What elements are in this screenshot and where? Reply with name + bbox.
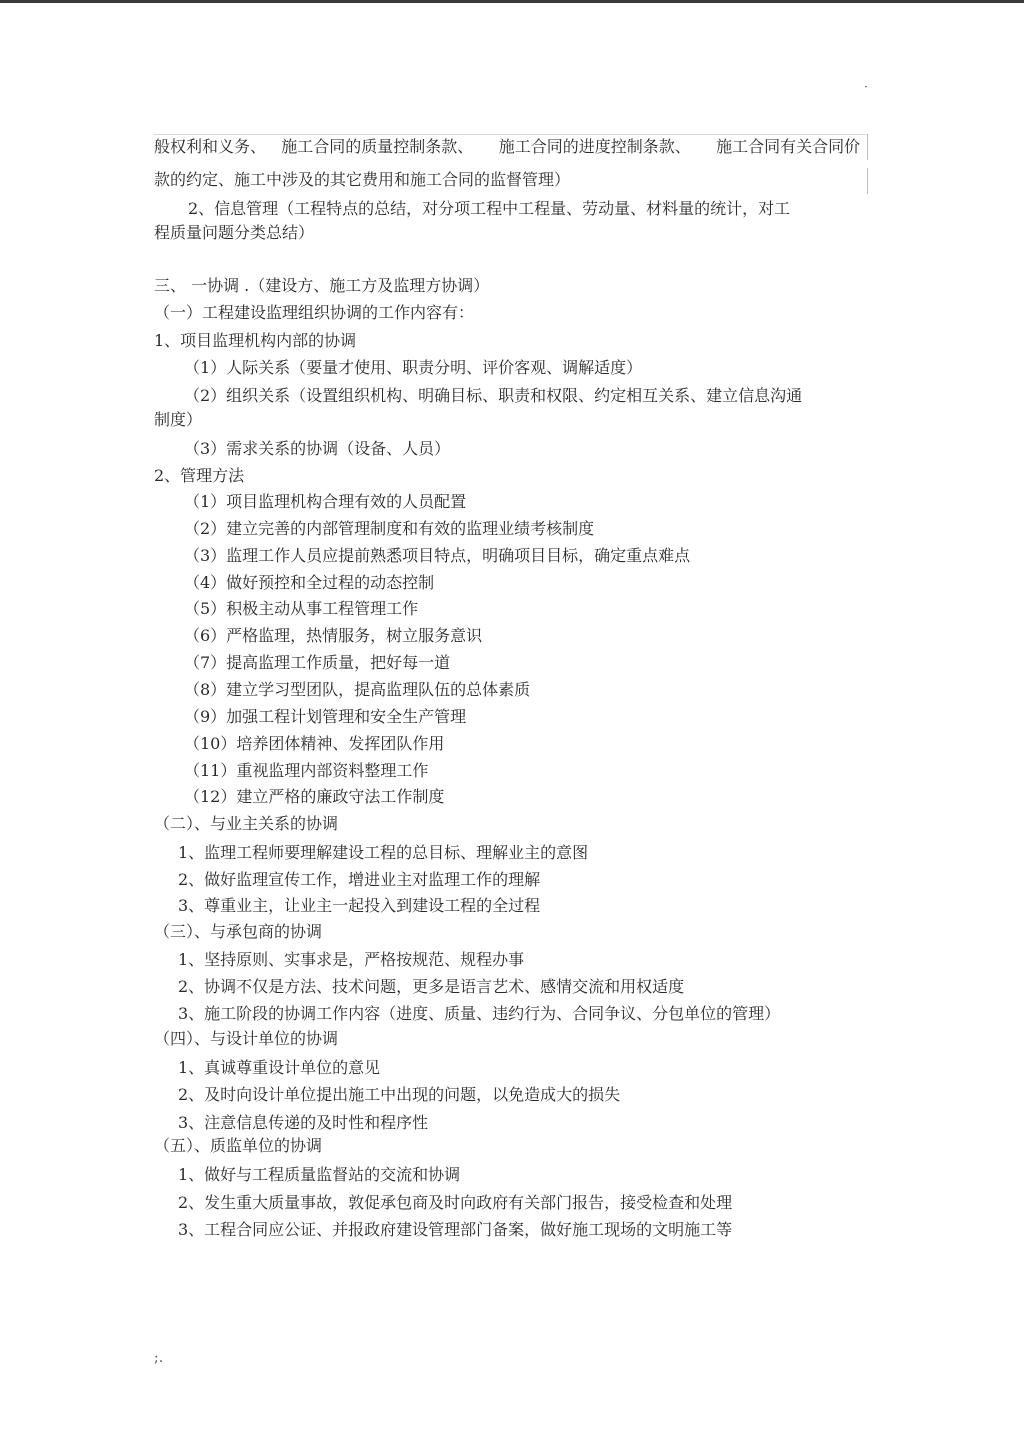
list-item: （8）建立学习型团队，提高监理队伍的总体素质	[184, 680, 531, 699]
subsection-2-title: （二）、与业主关系的协调	[154, 814, 339, 833]
subsection-5-title: （五）、质监单位的协调	[154, 1136, 323, 1155]
list-item: 3、注意信息传递的及时性和程序性	[178, 1113, 429, 1132]
list-item: （4）做好预控和全过程的动态控制	[184, 573, 435, 592]
page-mark-top: ·	[864, 80, 868, 94]
top-border	[0, 0, 1024, 3]
subsection-1-title: （一）工程建设监理组织协调的工作内容有：	[154, 303, 475, 322]
page-mark-bottom: ;.	[154, 1350, 164, 1366]
list-item: （11）重视监理内部资料整理工作	[184, 761, 429, 780]
list-item: 2、做好监理宣传工作，增进业主对监理工作的理解	[178, 870, 541, 889]
list-item: （1）项目监理机构合理有效的人员配置	[184, 492, 467, 511]
list-item: 3、尊重业主，让业主一起投入到建设工程的全过程	[178, 896, 541, 915]
subsection-4-title: （四）、与设计单位的协调	[154, 1029, 339, 1048]
list-item: （9）加强工程计划管理和安全生产管理	[184, 707, 467, 726]
section-3-title: 三、 一协调 .（建设方、施工方及监理方协调）	[154, 276, 490, 295]
list-item: （5）积极主动从事工程管理工作	[184, 599, 419, 618]
list-item: 1、坚持原则、实事求是，严格按规范、规程办事	[178, 950, 525, 969]
list-item: （3）需求关系的协调（设备、人员）	[184, 439, 451, 458]
list-item-continuation: 制度）	[154, 410, 203, 429]
list-item: （2）组织关系（设置组织机构、明确目标、职责和权限、约定相互关系、建立信息沟通	[184, 386, 803, 405]
table-row-2: 款的约定、施工中涉及的其它费用和施工合同的监督管理）	[154, 170, 571, 189]
table-row-1: 般权利和义务、 施工合同的质量控制条款、 施工合同的进度控制条款、 施工合同有关合同价	[154, 137, 861, 156]
list-item: 2、及时向设计单位提出施工中出现的问题，以免造成大的损失	[178, 1085, 621, 1104]
list-item: 1、真诚尊重设计单位的意见	[178, 1058, 381, 1077]
table-right-rule	[867, 134, 868, 160]
list-item: （1）人际关系（要量才使用、职责分明、评价客观、调解适度）	[184, 358, 643, 377]
subsection-3-title: （三）、与承包商的协调	[154, 922, 323, 941]
list-item: 3、工程合同应公证、并报政府建设管理部门备案，做好施工现场的文明施工等	[178, 1220, 733, 1239]
info-mgmt-line-1: 2、信息管理（工程特点的总结，对分项工程中工程量、劳动量、材料量的统计，对工	[188, 199, 791, 218]
list-item: （3）监理工作人员应提前熟悉项目特点，明确项目目标，确定重点难点	[184, 546, 691, 565]
list-item: （12）建立严格的廉政守法工作制度	[184, 787, 445, 806]
list-item: 1、做好与工程质量监督站的交流和协调	[178, 1165, 461, 1184]
list-item: 3、施工阶段的协调工作内容（进度、质量、违约行为、合同争议、分包单位的管理）	[178, 1004, 781, 1023]
list-item: （7）提高监理工作质量，把好每一道	[184, 653, 451, 672]
list-item: 2、协调不仅是方法、技术问题，更多是语言艺术、感情交流和用权适度	[178, 977, 685, 996]
item-1-title: 1、项目监理机构内部的协调	[154, 331, 357, 350]
list-item: （2）建立完善的内部管理制度和有效的监理业绩考核制度	[184, 519, 595, 538]
list-item: 1、监理工程师要理解建设工程的总目标、理解业主的意图	[178, 843, 589, 862]
info-mgmt-line-2: 程质量问题分类总结）	[154, 223, 315, 242]
item-2-title: 2、管理方法	[154, 466, 245, 485]
list-item: （6）严格监理，热情服务，树立服务意识	[184, 626, 483, 645]
table-right-rule-2	[867, 168, 868, 194]
table-top-rule	[154, 134, 868, 135]
list-item: 2、发生重大质量事故，敦促承包商及时向政府有关部门报告，接受检查和处理	[178, 1193, 733, 1212]
list-item: （10）培养团体精神、发挥团队作用	[184, 734, 445, 753]
